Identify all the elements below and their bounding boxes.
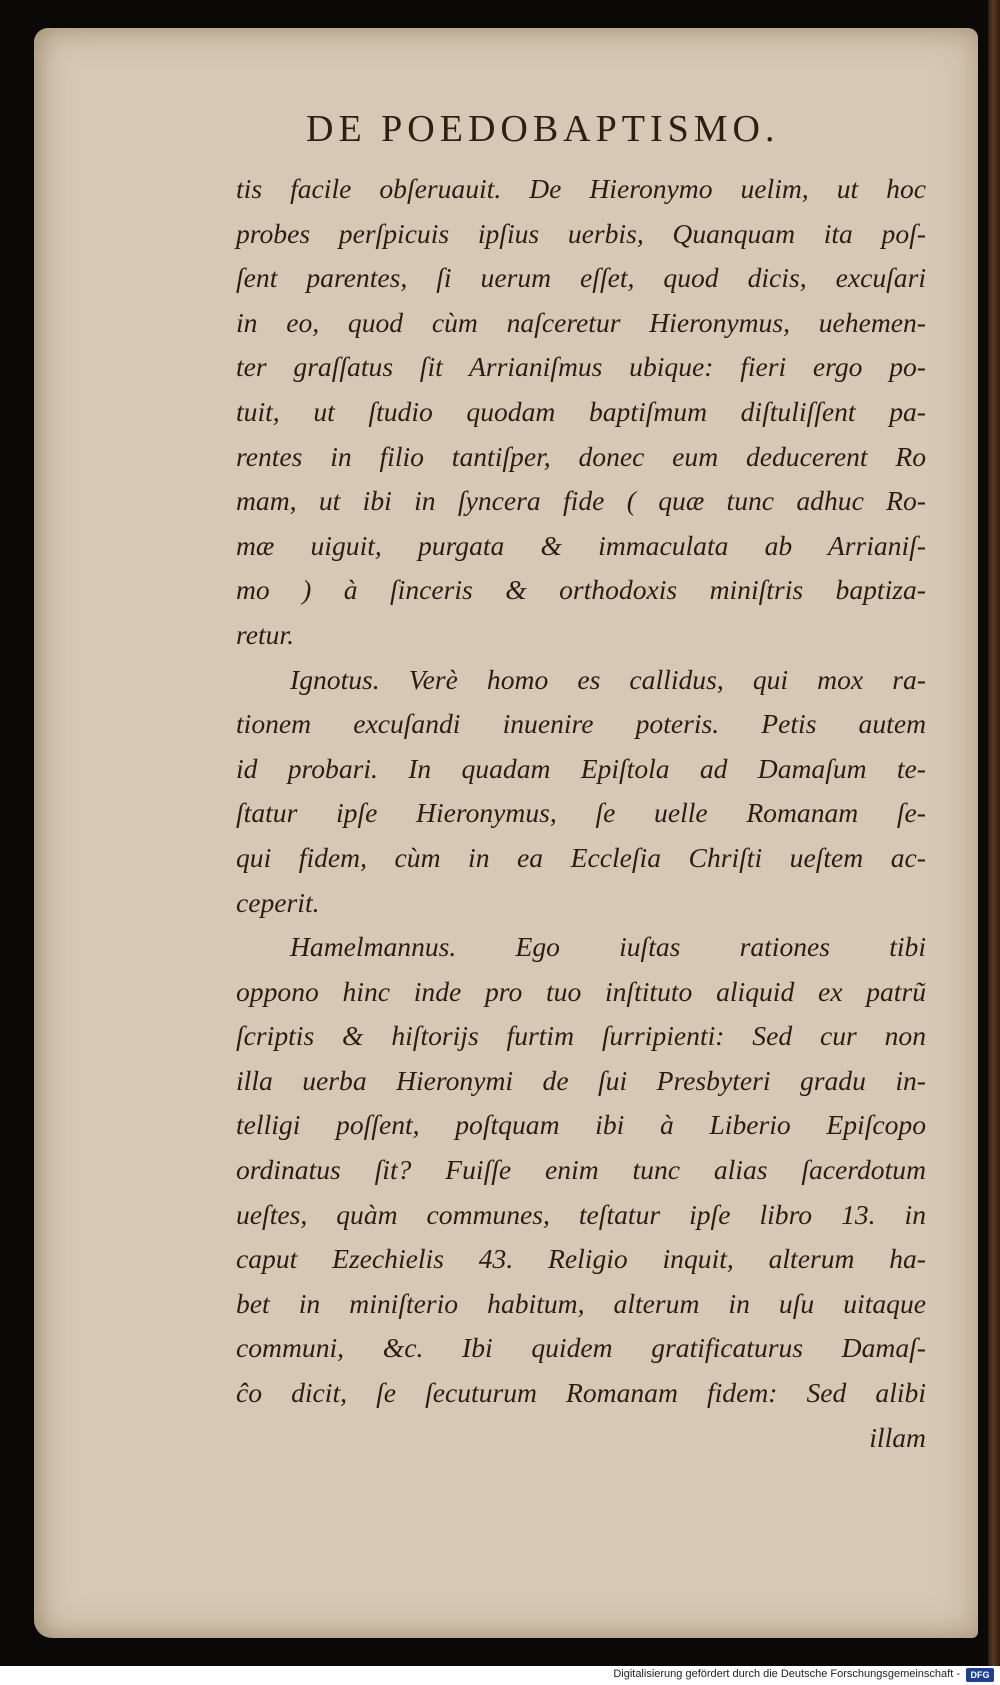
text-line: ſtatur ipſe Hieronymus, ſe uelle Romanam ſe- bbox=[236, 797, 926, 829]
text-line: tionem excuſandi inuenire poteris. Petis autem bbox=[236, 708, 926, 740]
text-line: retur. bbox=[236, 618, 295, 650]
text-line: probes perſpicuis ipſius uerbis, Quanquam ita poſ- bbox=[236, 217, 926, 249]
text-line: rentes in filio tantiſper, donec eum deducerent Ro bbox=[236, 440, 926, 472]
text-line: id probari. In quadam Epiſtola ad Damaſum te- bbox=[236, 752, 926, 784]
text-line: caput Ezechielis 43. Religio inquit, alterum ha- bbox=[236, 1243, 926, 1275]
text-line: ſcriptis & hiſtorijs furtim ſurripienti: Sed cur non bbox=[236, 1020, 926, 1052]
text-line: mo ) à ſinceris & orthodoxis miniſtris baptiza- bbox=[236, 574, 926, 606]
speaker-paragraph-start: Ignotus. Verè homo es callidus, qui mox ra- bbox=[290, 663, 926, 695]
footer-bar bbox=[0, 1666, 1000, 1685]
text-line: telligi poſſent, poſtquam ibi à Liberio Epiſcopo bbox=[236, 1109, 926, 1141]
text-line: oppono hinc inde pro tuo inſtituto aliquid ex patrũ bbox=[236, 975, 926, 1007]
text-line: in eo, quod cùm naſceretur Hieronymus, uehemen- bbox=[236, 306, 926, 338]
catchword: illam bbox=[869, 1421, 926, 1453]
text-line: ordinatus ſit? Fuiſſe enim tunc alias ſacerdotum bbox=[236, 1154, 926, 1186]
text-line: ſent parentes, ſi uerum eſſet, quod dicis, excuſari bbox=[236, 262, 926, 294]
text-line: communi, &c. Ibi quidem gratificaturus Damaſ- bbox=[236, 1332, 926, 1364]
text-line: mæ uiguit, purgata & immaculata ab Arrianiſ- bbox=[236, 529, 926, 561]
text-line: mam, ut ibi in ſyncera fide ( quæ tunc adhuc Ro- bbox=[236, 485, 926, 517]
text-line: illa uerba Hieronymi de ſui Presbyteri gradu in- bbox=[236, 1064, 926, 1096]
dfg-logo: DFG bbox=[966, 1668, 994, 1682]
speaker-paragraph-start: Hamelmannus. Ego iuſtas rationes tibi bbox=[290, 931, 926, 963]
text-line: tuit, ut ſtudio quodam baptiſmum diſtuliſſent pa- bbox=[236, 395, 926, 427]
text-line: tis facile obſeruauit. De Hieronymo uelim, ut hoc bbox=[236, 173, 926, 204]
text-line: ter graſſatus ſit Arrianiſmus ubique: fieri ergo po- bbox=[236, 351, 926, 383]
funding-notice: Digitalisierung gefördert durch die Deutsche Forschungsgemeinschaft - bbox=[613, 1668, 960, 1680]
text-line: qui fidem, cùm in ea Eccleſia Chriſti ueſtem ac- bbox=[236, 841, 926, 873]
text-line: bet in miniſterio habitum, alterum in uſu uitaque bbox=[236, 1287, 926, 1319]
text-line: ĉo dicit, ſe ſecuturum Romanam fidem: Sed alibi bbox=[236, 1377, 926, 1409]
running-head: DE POEDOBAPTISMO. bbox=[306, 108, 780, 150]
text-line: ueſtes, quàm communes, teſtatur ipſe libro 13. in bbox=[236, 1198, 926, 1230]
body-text bbox=[236, 167, 926, 1460]
book-edge bbox=[988, 0, 1000, 1685]
text-line: ceperit. bbox=[236, 886, 320, 918]
